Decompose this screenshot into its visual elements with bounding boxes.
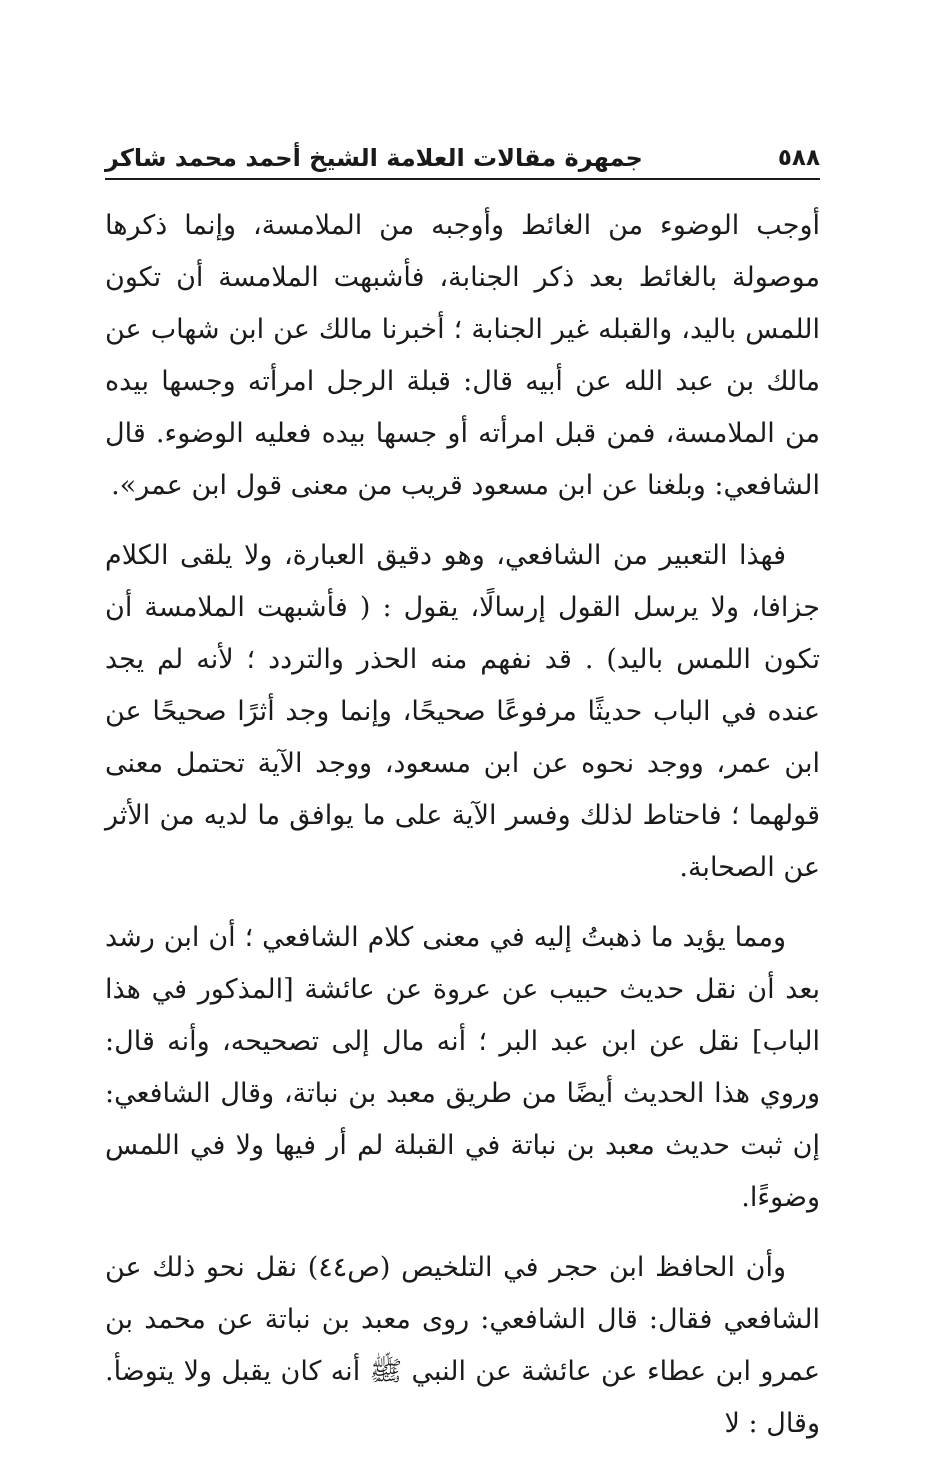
paragraph-4: وأن الحافظ ابن حجر في التلخيص (ص٤٤) نقل نحو ذلك عن الشافعي فقال: قال الشافعي: روى معبد بن نباتة عن محمد بن عمرو ابن عطاء عن عائشة عن النبي ﷺ أنه كان يقبل ولا يتوضأ. وقال : لا xyxy=(105,1252,820,1439)
paragraph-2: فهذا التعبير من الشافعي، وهو دقيق العبارة، ولا يلقى الكلام جزافا، ولا يرسل القول إرسالًا، يقول : ( فأشبهت الملامسة أن تكون اللمس باليد) . قد نفهم منه الحذر والتردد ؛ لأنه لم يجد عنده في الباب حديثًا مرفوعًا صحيحًا، وإنما وجد أثرًا صحيحًا عن ابن عمر، ووجد نحوه عن ابن مسعود، ووجد الآية تحتمل معنى قولهما ؛ فاحتاط لذلك وفسر الآية على ما يوافق ما لديه من الأثر عن الصحابة. xyxy=(105,540,820,883)
running-header xyxy=(105,118,820,180)
running-title: جمهرة مقالات العلامة الشيخ أحمد محمد شاكر xyxy=(105,144,643,172)
page-number: ٥٨٨ xyxy=(777,145,820,171)
paragraph-1: أوجب الوضوء من الغائط وأوجبه من الملامسة، وإنما ذكرها موصولة بالغائط بعد ذكر الجنابة، فأشبهت الملامسة أن تكون اللمس باليد، والقبله غير الجنابة ؛ أخبرنا مالك عن ابن شهاب عن مالك بن عبد الله عن أبيه قال: قبلة الرجل امرأته وجسها بيده من الملامسة، فمن قبل امرأته أو جسها بيده فعليه الوضوء. قال الشافعي: وبلغنا عن ابن مسعود قريب من معنى قول ابن عمر». xyxy=(105,210,820,501)
paragraph-3: ومما يؤيد ما ذهبتُ إليه في معنى كلام الشافعي ؛ أن ابن رشد بعد أن نقل حديث حبيب عن عروة عن عائشة [المذكور في هذا الباب] نقل عن ابن عبد البر ؛ أنه مال إلى تصحيحه، وأنه قال: وروي هذا الحديث أيضًا من طريق معبد بن نباتة، وقال الشافعي: إن ثبت حديث معبد بن نباتة في القبلة لم أر فيها ولا في اللمس وضوءًا. xyxy=(105,922,820,1213)
body-text xyxy=(105,200,820,1450)
